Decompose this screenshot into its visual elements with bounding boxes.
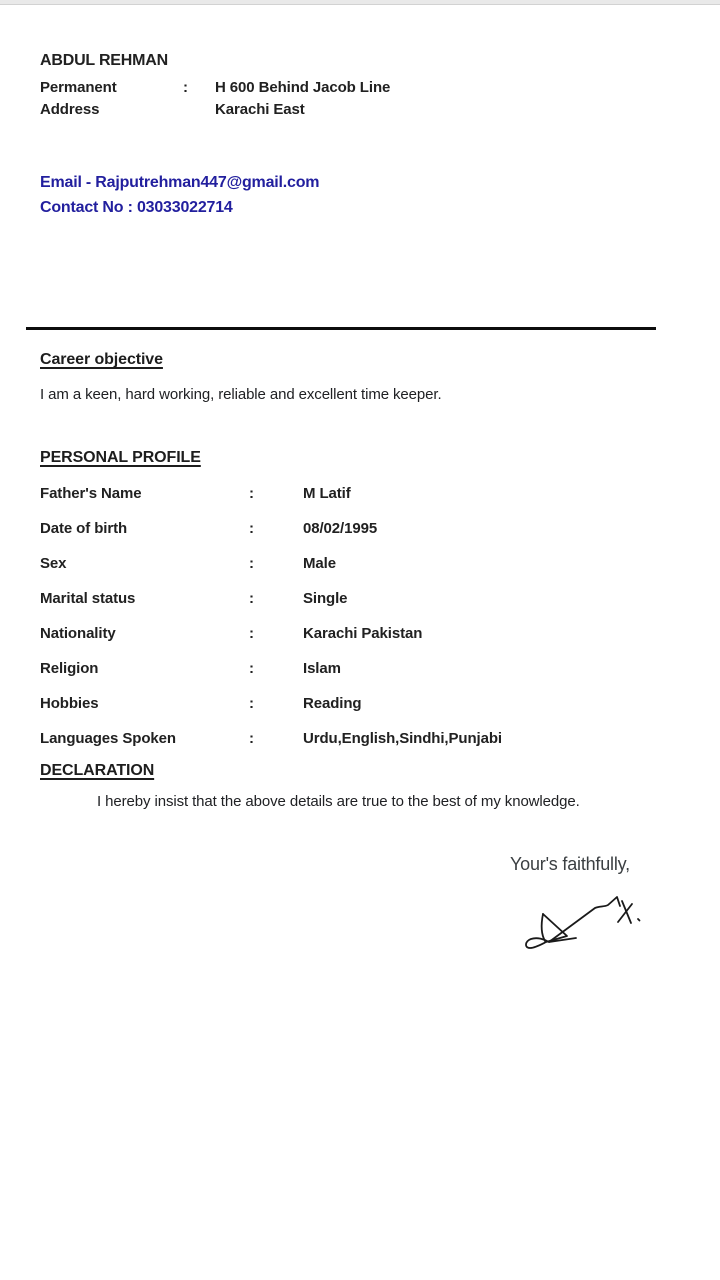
address-value-line2: Karachi East	[215, 101, 305, 118]
table-row	[40, 476, 640, 511]
address-label-line1: Permanent	[40, 79, 117, 96]
profile-label: Date of birth	[40, 520, 128, 537]
table-row	[40, 651, 640, 686]
profile-label: Marital status	[40, 590, 136, 607]
profile-value: Single	[303, 590, 348, 607]
profile-label: Father's Name	[40, 485, 142, 502]
address-colon: :	[183, 79, 188, 96]
table-row	[40, 581, 640, 616]
horizontal-divider	[26, 327, 656, 330]
table-row	[40, 546, 640, 581]
profile-colon: :	[249, 520, 254, 537]
table-row	[40, 511, 640, 546]
profile-value: 08/02/1995	[303, 520, 378, 537]
table-row	[40, 616, 640, 651]
permanent-address-block	[40, 77, 390, 121]
profile-value: Reading	[303, 695, 362, 712]
personal-profile-table	[40, 476, 640, 756]
email-line: Email - Rajputrehman447@gmail.com	[40, 174, 320, 191]
profile-label: Nationality	[40, 625, 116, 642]
profile-colon: :	[249, 625, 254, 642]
profile-colon: :	[249, 555, 254, 572]
profile-label: Languages Spoken	[40, 730, 176, 747]
profile-colon: :	[249, 485, 254, 502]
profile-value: Urdu,English,Sindhi,Punjabi	[303, 730, 502, 747]
profile-label: Religion	[40, 660, 99, 677]
profile-colon: :	[249, 695, 254, 712]
profile-label: Sex	[40, 555, 67, 572]
profile-colon: :	[249, 590, 254, 607]
profile-colon: :	[249, 730, 254, 747]
table-row	[40, 721, 640, 756]
personal-profile-heading: PERSONAL PROFILE	[40, 449, 201, 466]
table-row	[40, 686, 640, 721]
valediction-text: Your's faithfully,	[510, 854, 630, 874]
profile-value: Islam	[303, 660, 341, 677]
profile-value: Karachi Pakistan	[303, 625, 423, 642]
profile-colon: :	[249, 660, 254, 677]
document-name: ABDUL REHMAN	[40, 52, 168, 69]
contact-block	[40, 170, 319, 220]
contact-number-line: Contact No : 03033022714	[40, 199, 233, 216]
address-label-line2: Address	[40, 101, 100, 118]
profile-value: Male	[303, 555, 336, 572]
declaration-text: I hereby insist that the above details are true to the best of my knowledge.	[97, 793, 580, 810]
declaration-heading: DECLARATION	[40, 762, 155, 779]
career-objective-text: I am a keen, hard working, reliable and excellent time keeper.	[40, 386, 442, 403]
profile-value: M Latif	[303, 485, 351, 502]
address-colon-spacer	[183, 99, 215, 121]
viewer-top-bar	[0, 0, 720, 5]
signature-icon	[518, 886, 653, 958]
profile-label: Hobbies	[40, 695, 99, 712]
career-objective-heading: Career objective	[40, 351, 163, 368]
address-value-line1: H 600 Behind Jacob Line	[215, 79, 391, 96]
